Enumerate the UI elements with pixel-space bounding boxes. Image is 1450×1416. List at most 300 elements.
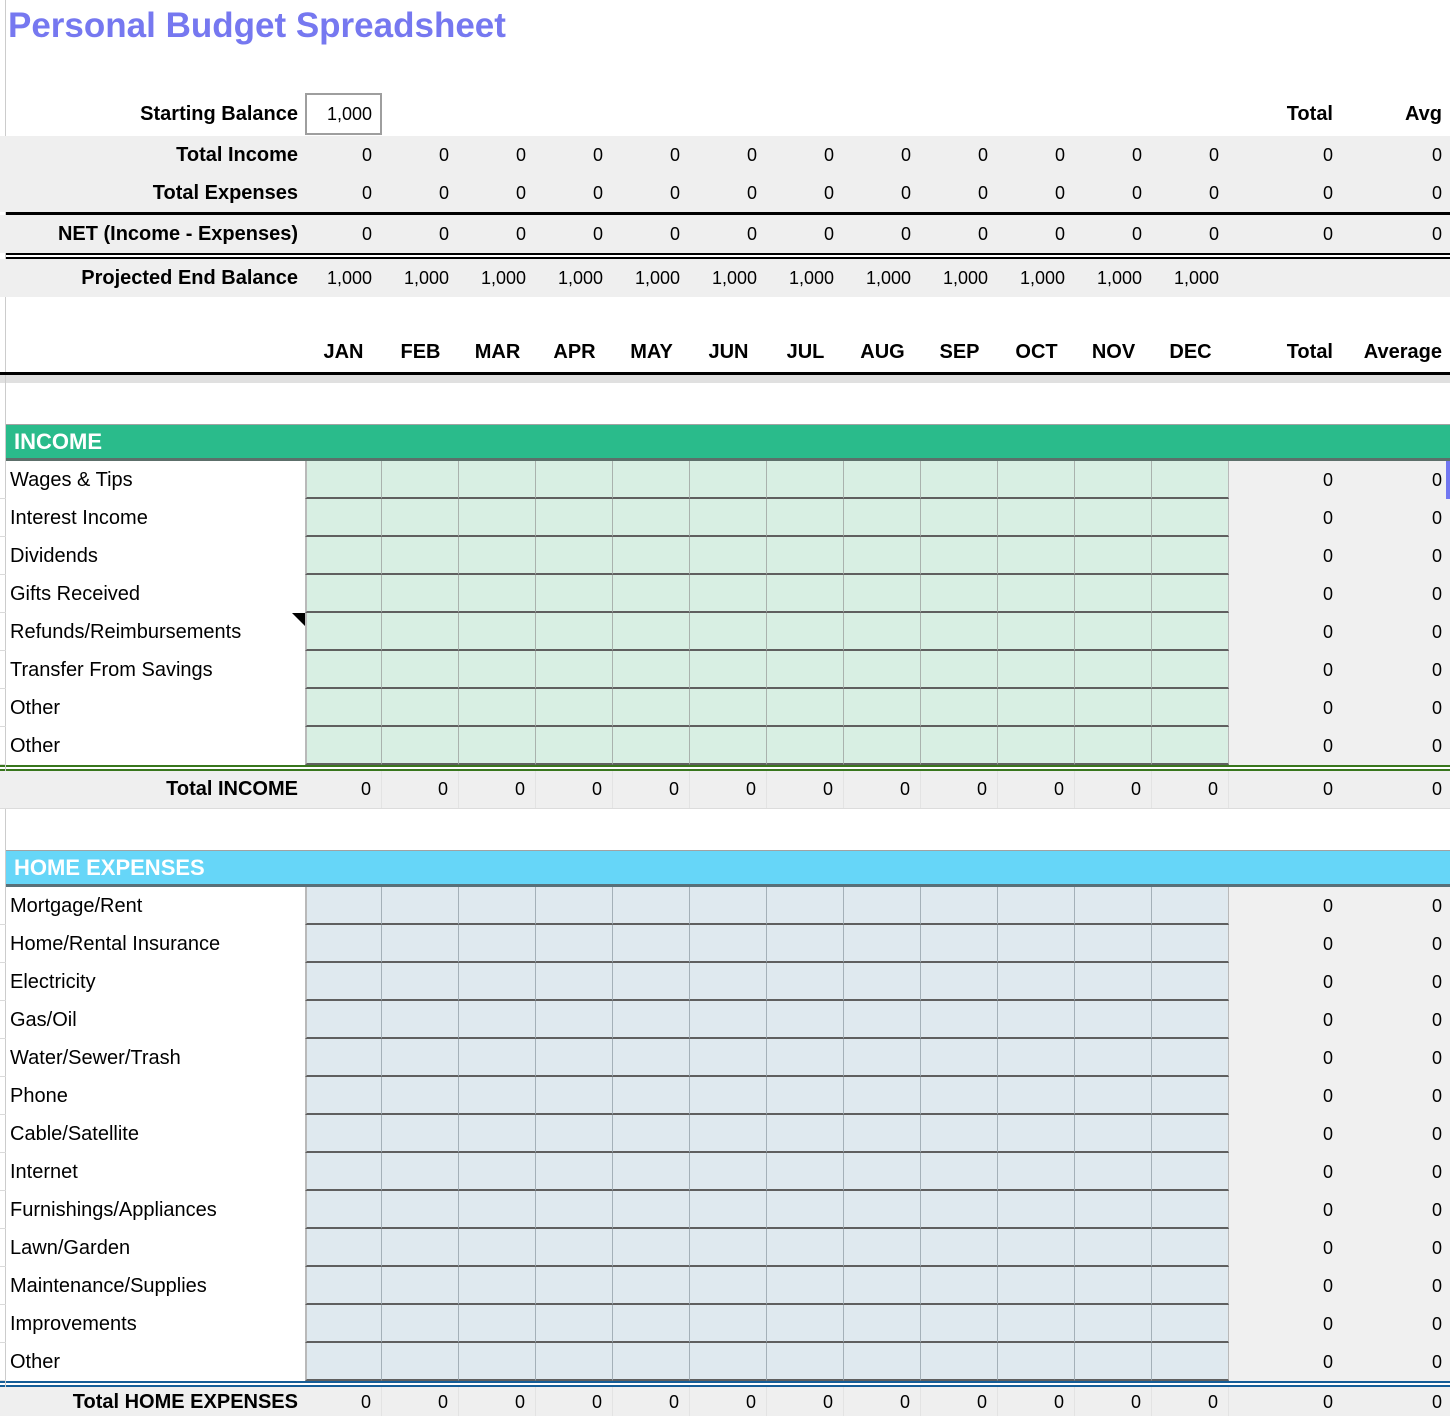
month-entry-cell[interactable] [536, 887, 613, 925]
month-entry-cell[interactable] [613, 1267, 690, 1305]
table-row [0, 1229, 1450, 1267]
summary-row-net [0, 215, 1450, 253]
month-entry-cell[interactable] [536, 1343, 613, 1381]
month-entry-cell[interactable] [1075, 1267, 1152, 1305]
month-value-cell: 0 [1075, 771, 1152, 808]
month-entry-cell[interactable] [1075, 1115, 1152, 1153]
month-entry-cell[interactable] [305, 1001, 382, 1039]
month-entry-cell[interactable] [921, 1191, 998, 1229]
month-entry-cell[interactable] [844, 1343, 921, 1381]
month-entry-cell[interactable] [459, 613, 536, 651]
summary-section [0, 136, 1450, 297]
month-entry-cell[interactable] [613, 575, 690, 613]
home-expenses-section-label: HOME EXPENSES [14, 854, 205, 880]
month-entry-cell[interactable] [382, 1305, 459, 1343]
month-entry-cell[interactable] [767, 1115, 844, 1153]
month-entry-cell[interactable] [536, 925, 613, 963]
month-entry-cell[interactable] [1152, 925, 1229, 963]
month-entry-cell[interactable] [921, 613, 998, 651]
total-value-cell: 0 [1229, 1077, 1345, 1115]
month-entry-cell[interactable] [767, 613, 844, 651]
month-entry-cell[interactable] [382, 887, 459, 925]
month-entry-cell[interactable] [459, 1039, 536, 1077]
month-entry-cell[interactable] [844, 537, 921, 575]
month-entry-cell[interactable] [998, 537, 1075, 575]
month-entry-cell[interactable] [1075, 1039, 1152, 1077]
month-entry-cell[interactable] [613, 1343, 690, 1381]
month-entry-cell[interactable] [613, 613, 690, 651]
month-entry-cell[interactable] [1152, 537, 1229, 575]
month-entry-cell[interactable] [459, 1115, 536, 1153]
starting-balance-input[interactable]: 1,000 [305, 93, 382, 135]
income-rows [0, 461, 1450, 765]
month-entry-cell[interactable] [1075, 1001, 1152, 1039]
month-entry-cell[interactable] [382, 1191, 459, 1229]
month-entry-cell[interactable] [998, 613, 1075, 651]
month-entry-cell[interactable] [305, 887, 382, 925]
month-value-cell: 0 [669, 223, 680, 244]
month-entry-cell[interactable] [536, 1039, 613, 1077]
month-entry-cell[interactable] [536, 689, 613, 727]
total-value-cell: 0 [1229, 651, 1345, 689]
month-entry-cell[interactable] [844, 689, 921, 727]
month-entry-cell[interactable] [305, 1305, 382, 1343]
month-value-cell: 0 [438, 144, 449, 165]
month-entry-cell[interactable] [844, 1077, 921, 1115]
month-entry-cell[interactable] [382, 727, 459, 765]
month-entry-cell[interactable] [690, 1077, 767, 1115]
row-label: Wages & Tips [6, 461, 305, 499]
month-entry-cell[interactable] [459, 651, 536, 689]
month-entry-cell[interactable] [459, 1267, 536, 1305]
month-entry-cell[interactable] [613, 963, 690, 1001]
month-entry-cell[interactable] [382, 1229, 459, 1267]
month-entry-cell[interactable] [613, 1191, 690, 1229]
month-entry-cell[interactable] [536, 1229, 613, 1267]
month-entry-cell[interactable] [921, 887, 998, 925]
month-entry-cell[interactable] [998, 1305, 1075, 1343]
month-entry-cell[interactable] [536, 1115, 613, 1153]
month-entry-cell[interactable] [613, 1077, 690, 1115]
month-entry-cell[interactable] [767, 1039, 844, 1077]
month-entry-cell[interactable] [459, 499, 536, 537]
avg-value-cell: 0 [1431, 223, 1442, 244]
month-entry-cell[interactable] [767, 1343, 844, 1381]
month-entry-cell[interactable] [690, 1229, 767, 1267]
month-entry-cell[interactable] [844, 727, 921, 765]
month-entry-cell[interactable] [767, 1229, 844, 1267]
month-entry-cell[interactable] [844, 613, 921, 651]
month-entry-cell[interactable] [690, 925, 767, 963]
avg-value-cell: 0 [1345, 963, 1450, 1001]
month-entry-cell[interactable] [382, 1153, 459, 1191]
month-entry-cell[interactable] [921, 1267, 998, 1305]
month-entry-cell[interactable] [1152, 1305, 1229, 1343]
month-entry-cell[interactable] [998, 1267, 1075, 1305]
month-entry-cell[interactable] [382, 1077, 459, 1115]
month-entry-cell[interactable] [921, 499, 998, 537]
month-value-cell: 0 [613, 771, 690, 808]
month-entry-cell[interactable] [305, 1191, 382, 1229]
month-entry-cell[interactable] [998, 727, 1075, 765]
month-entry-cell[interactable] [1075, 689, 1152, 727]
total-value-cell: 0 [1229, 963, 1345, 1001]
month-value-cell: 1,000 [557, 267, 603, 288]
month-entry-cell[interactable] [305, 575, 382, 613]
month-entry-cell[interactable] [1152, 689, 1229, 727]
month-entry-cell[interactable] [1075, 461, 1152, 499]
month-entry-cell[interactable] [998, 963, 1075, 1001]
month-entry-cell[interactable] [305, 963, 382, 1001]
month-entry-cell[interactable] [1075, 1077, 1152, 1115]
month-entry-cell[interactable] [844, 1267, 921, 1305]
month-entry-cell[interactable] [690, 887, 767, 925]
month-value-cell: 0 [459, 771, 536, 808]
month-entry-cell[interactable] [690, 575, 767, 613]
month-entry-cell[interactable] [690, 1305, 767, 1343]
month-entry-cell[interactable] [921, 461, 998, 499]
month-entry-cell[interactable] [459, 689, 536, 727]
month-entry-cell[interactable] [844, 1153, 921, 1191]
avg-value-cell: 0 [1345, 727, 1450, 765]
month-entry-cell[interactable] [998, 1077, 1075, 1115]
month-entry-cell[interactable] [536, 963, 613, 1001]
month-entry-cell[interactable] [459, 1343, 536, 1381]
month-entry-cell[interactable] [382, 963, 459, 1001]
month-entry-cell[interactable] [305, 727, 382, 765]
month-entry-cell[interactable] [536, 1153, 613, 1191]
month-entry-cell[interactable] [998, 1229, 1075, 1267]
month-entry-cell[interactable] [382, 575, 459, 613]
month-entry-cell[interactable] [1152, 963, 1229, 1001]
month-entry-cell[interactable] [690, 1001, 767, 1039]
month-entry-cell[interactable] [382, 1115, 459, 1153]
month-entry-cell[interactable] [844, 963, 921, 1001]
month-entry-cell[interactable] [1152, 1077, 1229, 1115]
month-entry-cell[interactable] [998, 499, 1075, 537]
avg-value-cell: 0 [1345, 613, 1450, 651]
month-entry-cell[interactable] [382, 651, 459, 689]
row-label: Water/Sewer/Trash [6, 1039, 305, 1077]
avg-value-cell: 0 [1345, 1077, 1450, 1115]
month-entry-cell[interactable] [921, 1115, 998, 1153]
month-entry-cell[interactable] [844, 925, 921, 963]
month-entry-cell[interactable] [921, 1229, 998, 1267]
month-entry-cell[interactable] [998, 925, 1075, 963]
month-entry-cell[interactable] [536, 575, 613, 613]
month-entry-cell[interactable] [1075, 1153, 1152, 1191]
month-entry-cell[interactable] [382, 1343, 459, 1381]
month-entry-cell[interactable] [382, 499, 459, 537]
month-entry-cell[interactable] [382, 1039, 459, 1077]
month-entry-cell[interactable] [767, 1305, 844, 1343]
month-entry-cell[interactable] [921, 1001, 998, 1039]
month-entry-cell[interactable] [998, 651, 1075, 689]
month-entry-cell[interactable] [305, 1115, 382, 1153]
month-entry-cell[interactable] [382, 1001, 459, 1039]
month-entry-cell[interactable] [536, 499, 613, 537]
month-entry-cell[interactable] [536, 537, 613, 575]
month-entry-cell[interactable] [536, 651, 613, 689]
month-entry-cell[interactable] [767, 1153, 844, 1191]
month-entry-cell[interactable] [382, 613, 459, 651]
month-entry-cell[interactable] [767, 537, 844, 575]
month-entry-cell[interactable] [921, 963, 998, 1001]
month-entry-cell[interactable] [921, 925, 998, 963]
month-entry-cell[interactable] [613, 1001, 690, 1039]
note-triangle-icon [292, 613, 305, 626]
row-label: Phone [6, 1077, 305, 1115]
month-entry-cell[interactable] [998, 461, 1075, 499]
month-entry-cell[interactable] [921, 727, 998, 765]
month-entry-cell[interactable] [1152, 1191, 1229, 1229]
total-value-cell: 0 [1229, 575, 1345, 613]
month-entry-cell[interactable] [690, 537, 767, 575]
month-entry-cell[interactable] [1152, 1001, 1229, 1039]
month-entry-cell[interactable] [1075, 499, 1152, 537]
month-entry-cell[interactable] [1152, 613, 1229, 651]
month-entry-cell[interactable] [690, 963, 767, 1001]
month-entry-cell[interactable] [998, 1039, 1075, 1077]
month-entry-cell[interactable] [382, 1267, 459, 1305]
month-entry-cell[interactable] [844, 1305, 921, 1343]
month-entry-cell[interactable] [1152, 1039, 1229, 1077]
row-label: Furnishings/Appliances [6, 1191, 305, 1229]
month-entry-cell[interactable] [305, 651, 382, 689]
month-entry-cell[interactable] [536, 1305, 613, 1343]
month-entry-cell[interactable] [690, 1191, 767, 1229]
month-entry-cell[interactable] [767, 887, 844, 925]
month-entry-cell[interactable] [767, 575, 844, 613]
month-entry-cell[interactable] [767, 499, 844, 537]
month-entry-cell[interactable] [613, 1153, 690, 1191]
month-value-cell: 0 [1208, 223, 1219, 244]
month-entry-cell[interactable] [767, 1077, 844, 1115]
month-entry-cell[interactable] [767, 963, 844, 1001]
month-entry-cell[interactable] [382, 537, 459, 575]
month-entry-cell[interactable] [536, 613, 613, 651]
month-entry-cell[interactable] [1075, 1305, 1152, 1343]
month-value-cell: 0 [1054, 223, 1065, 244]
month-entry-cell[interactable] [998, 575, 1075, 613]
month-entry-cell[interactable] [844, 1001, 921, 1039]
month-entry-cell[interactable] [613, 1115, 690, 1153]
month-entry-cell[interactable] [921, 1077, 998, 1115]
month-entry-cell[interactable] [1075, 925, 1152, 963]
month-entry-cell[interactable] [1075, 537, 1152, 575]
month-entry-cell[interactable] [690, 689, 767, 727]
total-row-label: Total HOME EXPENSES [72, 1391, 298, 1413]
month-entry-cell[interactable] [1152, 461, 1229, 499]
month-entry-cell[interactable] [613, 499, 690, 537]
month-entry-cell[interactable] [305, 1077, 382, 1115]
month-entry-cell[interactable] [459, 1229, 536, 1267]
month-entry-cell[interactable] [998, 1001, 1075, 1039]
month-entry-cell[interactable] [1152, 499, 1229, 537]
month-entry-cell[interactable] [844, 461, 921, 499]
month-entry-cell[interactable] [536, 461, 613, 499]
month-value-cell: 0 [382, 771, 459, 808]
month-entry-cell[interactable] [998, 1191, 1075, 1229]
month-entry-cell[interactable] [767, 651, 844, 689]
month-entry-cell[interactable] [1152, 575, 1229, 613]
month-entry-cell[interactable] [921, 1305, 998, 1343]
month-entry-cell[interactable] [1075, 1191, 1152, 1229]
month-entry-cell[interactable] [305, 613, 382, 651]
month-entry-cell[interactable] [1075, 613, 1152, 651]
month-entry-cell[interactable] [536, 1191, 613, 1229]
month-entry-cell[interactable] [921, 575, 998, 613]
month-entry-cell[interactable] [921, 689, 998, 727]
month-entry-cell[interactable] [305, 925, 382, 963]
month-entry-cell[interactable] [1075, 887, 1152, 925]
month-entry-cell[interactable] [305, 1229, 382, 1267]
month-entry-cell[interactable] [690, 1115, 767, 1153]
month-entry-cell[interactable] [921, 1039, 998, 1077]
month-entry-cell[interactable] [921, 1343, 998, 1381]
month-entry-cell[interactable] [844, 651, 921, 689]
month-entry-cell[interactable] [690, 651, 767, 689]
month-entry-cell[interactable] [690, 613, 767, 651]
month-entry-cell[interactable] [844, 499, 921, 537]
month-entry-cell[interactable] [1152, 1343, 1229, 1381]
month-entry-cell[interactable] [382, 689, 459, 727]
month-entry-cell[interactable] [844, 1115, 921, 1153]
month-entry-cell[interactable] [998, 689, 1075, 727]
month-entry-cell[interactable] [536, 1001, 613, 1039]
month-entry-cell[interactable] [536, 1077, 613, 1115]
month-entry-cell[interactable] [1075, 1229, 1152, 1267]
month-entry-cell[interactable] [690, 1267, 767, 1305]
month-entry-cell[interactable] [1152, 1115, 1229, 1153]
month-entry-cell[interactable] [844, 575, 921, 613]
month-value-cell: 0 [977, 144, 988, 165]
page-title: Personal Budget Spreadsheet [8, 6, 506, 45]
month-entry-cell[interactable] [305, 1039, 382, 1077]
row-label: Lawn/Garden [6, 1229, 305, 1267]
month-entry-cell[interactable] [1075, 727, 1152, 765]
month-entry-cell[interactable] [921, 651, 998, 689]
month-entry-cell[interactable] [382, 925, 459, 963]
month-entry-cell[interactable] [844, 1191, 921, 1229]
month-entry-cell[interactable] [921, 537, 998, 575]
month-entry-cell[interactable] [459, 461, 536, 499]
month-entry-cell[interactable] [690, 1343, 767, 1381]
month-entry-cell[interactable] [459, 1305, 536, 1343]
month-entry-cell[interactable] [305, 537, 382, 575]
month-value-cell: 1,000 [1173, 267, 1219, 288]
month-entry-cell[interactable] [767, 689, 844, 727]
table-row [0, 1039, 1450, 1077]
month-entry-cell[interactable] [459, 727, 536, 765]
month-entry-cell[interactable] [459, 925, 536, 963]
month-entry-cell[interactable] [921, 1153, 998, 1191]
month-value-cell: 0 [536, 1387, 613, 1416]
month-entry-cell[interactable] [690, 1153, 767, 1191]
month-entry-cell[interactable] [1075, 575, 1152, 613]
month-entry-cell[interactable] [998, 1343, 1075, 1381]
month-entry-cell[interactable] [459, 963, 536, 1001]
month-entry-cell[interactable] [1152, 1153, 1229, 1191]
month-entry-cell[interactable] [844, 887, 921, 925]
month-entry-cell[interactable] [998, 887, 1075, 925]
month-entry-cell[interactable] [998, 1115, 1075, 1153]
month-entry-cell[interactable] [1075, 963, 1152, 1001]
month-entry-cell[interactable] [459, 1191, 536, 1229]
total-value-cell: 0 [1229, 887, 1345, 925]
month-entry-cell[interactable] [767, 1001, 844, 1039]
month-entry-cell[interactable] [459, 1153, 536, 1191]
month-header-apr: APR [553, 340, 596, 363]
month-entry-cell[interactable] [305, 461, 382, 499]
avg-value-cell: 0 [1345, 1153, 1450, 1191]
table-row [0, 887, 1450, 925]
month-value-cell: 0 [767, 771, 844, 808]
month-entry-cell[interactable] [690, 727, 767, 765]
month-entry-cell[interactable] [1075, 651, 1152, 689]
month-entry-cell[interactable] [844, 1229, 921, 1267]
month-entry-cell[interactable] [844, 1039, 921, 1077]
month-entry-cell[interactable] [767, 727, 844, 765]
month-entry-cell[interactable] [613, 1305, 690, 1343]
month-entry-cell[interactable] [1152, 887, 1229, 925]
avg-value-cell: 0 [1345, 461, 1450, 499]
month-entry-cell[interactable] [613, 1229, 690, 1267]
month-entry-cell[interactable] [1152, 1229, 1229, 1267]
month-entry-cell[interactable] [305, 689, 382, 727]
month-entry-cell[interactable] [459, 887, 536, 925]
month-entry-cell[interactable] [613, 1039, 690, 1077]
total-column-header: Total [1286, 340, 1333, 363]
month-entry-cell[interactable] [1152, 651, 1229, 689]
month-entry-cell[interactable] [536, 1267, 613, 1305]
month-entry-cell[interactable] [767, 925, 844, 963]
month-entry-cell[interactable] [690, 499, 767, 537]
month-entry-cell[interactable] [767, 1267, 844, 1305]
month-entry-cell[interactable] [305, 1153, 382, 1191]
month-value-cell: 0 [515, 182, 526, 203]
summary-row-total-income [0, 136, 1450, 174]
month-entry-cell[interactable] [998, 1153, 1075, 1191]
month-entry-cell[interactable] [690, 1039, 767, 1077]
month-entry-cell[interactable] [536, 727, 613, 765]
month-entry-cell[interactable] [1152, 727, 1229, 765]
month-entry-cell[interactable] [1152, 1267, 1229, 1305]
title-block [0, 0, 1450, 92]
month-entry-cell[interactable] [613, 887, 690, 925]
month-entry-cell[interactable] [305, 1343, 382, 1381]
month-entry-cell[interactable] [613, 925, 690, 963]
month-entry-cell[interactable] [382, 461, 459, 499]
month-entry-cell[interactable] [305, 1267, 382, 1305]
month-entry-cell[interactable] [459, 537, 536, 575]
selection-indicator [1446, 461, 1450, 499]
month-header-aug: AUG [860, 340, 905, 363]
month-entry-cell[interactable] [767, 1191, 844, 1229]
month-entry-cell[interactable] [613, 537, 690, 575]
month-entry-cell[interactable] [305, 499, 382, 537]
month-entry-cell[interactable] [613, 651, 690, 689]
month-entry-cell[interactable] [459, 1077, 536, 1115]
month-entry-cell[interactable] [690, 461, 767, 499]
month-entry-cell[interactable] [767, 461, 844, 499]
month-entry-cell[interactable] [613, 727, 690, 765]
month-entry-cell[interactable] [613, 689, 690, 727]
month-entry-cell[interactable] [459, 1001, 536, 1039]
month-entry-cell[interactable] [613, 461, 690, 499]
month-entry-cell[interactable] [459, 575, 536, 613]
month-entry-cell[interactable] [1075, 1343, 1152, 1381]
